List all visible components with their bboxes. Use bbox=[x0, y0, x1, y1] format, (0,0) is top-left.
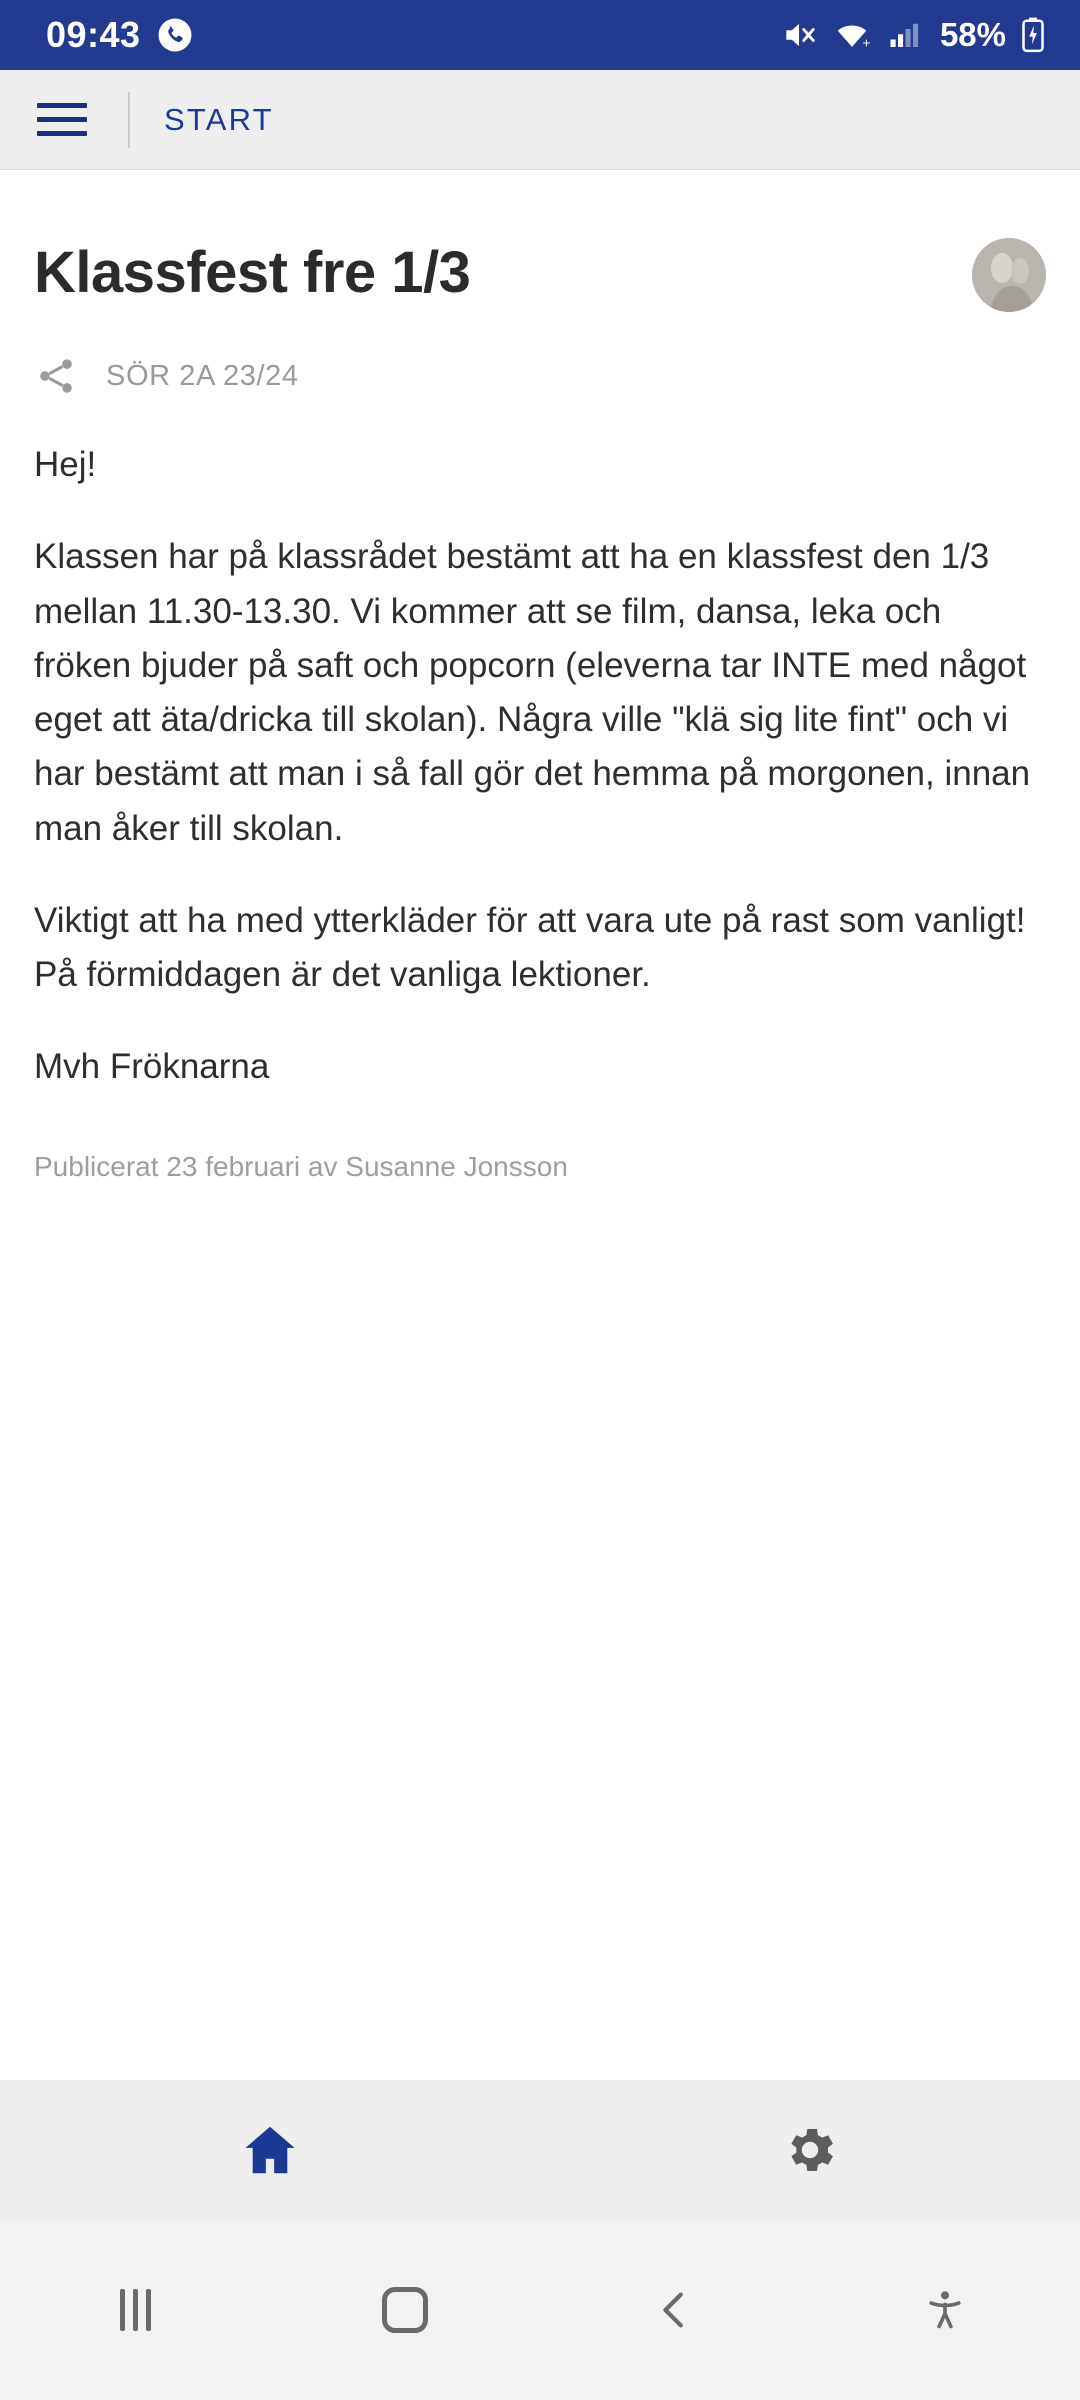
post-paragraph: Mvh Fröknarna bbox=[34, 1047, 270, 1087]
mute-icon bbox=[780, 16, 818, 54]
share-icon[interactable] bbox=[34, 354, 78, 398]
status-bar-right bbox=[780, 16, 1046, 54]
post-paragraph: Klassen har på klassrådet bestämt att ha en klassfest den 1/3 mellan 11.30-13.30. Vi kommer att se film, dansa, leka och fröken bjuder på saft och popcorn (eleverna tar INTE med något eget att äta/dricka till skolan). Några ville "klä sig lite fint" och vi har bestämt att man i så fall gör det hemma på morgonen, innan man åker till skolan. bbox=[34, 537, 1031, 848]
home-icon bbox=[239, 2119, 301, 2181]
status-bar bbox=[0, 0, 1080, 70]
post-title-row bbox=[34, 230, 1046, 312]
recents-icon bbox=[120, 2289, 151, 2331]
page-title: Klassfest fre 1/3 bbox=[34, 240, 471, 305]
bottom-nav bbox=[0, 2080, 1080, 2220]
avatar[interactable] bbox=[972, 238, 1046, 312]
app-bar bbox=[0, 70, 1080, 170]
post-group-label: SÖR 2A 23/24 bbox=[106, 359, 299, 392]
bottom-nav-settings[interactable] bbox=[540, 2080, 1080, 2220]
post-paragraph: Hej! bbox=[34, 445, 97, 484]
post-body bbox=[34, 438, 1046, 1095]
bottom-nav-home[interactable] bbox=[0, 2080, 540, 2220]
system-nav-home[interactable] bbox=[270, 2287, 540, 2333]
system-nav-recents[interactable] bbox=[0, 2289, 270, 2331]
system-nav-accessibility[interactable] bbox=[810, 2288, 1080, 2332]
app-bar-title: START bbox=[164, 101, 274, 137]
signal-icon bbox=[886, 16, 922, 54]
back-chevron-icon bbox=[652, 2287, 698, 2333]
post-content bbox=[0, 170, 1080, 1383]
home-square-icon bbox=[382, 2287, 428, 2333]
app-bar-divider bbox=[128, 92, 130, 148]
svg-text:+: + bbox=[862, 35, 871, 52]
post-paragraph: Viktigt att ha med ytterkläder för att vara ute på rast som vanligt! På förmiddagen är det vanliga lektioner. bbox=[34, 900, 1026, 994]
wifi-icon bbox=[832, 16, 872, 54]
post-meta bbox=[34, 354, 1046, 398]
gear-icon bbox=[781, 2121, 839, 2179]
post-published-info: Publicerat 23 februari av Susanne Jonsson bbox=[34, 1150, 568, 1182]
system-nav-back[interactable] bbox=[540, 2287, 810, 2333]
system-navigation-bar bbox=[0, 2220, 1080, 2400]
status-bar-left bbox=[46, 14, 193, 56]
accessibility-icon bbox=[923, 2288, 967, 2332]
battery-charging-icon bbox=[1020, 16, 1046, 54]
hamburger-menu-icon[interactable] bbox=[34, 92, 90, 148]
phone-call-icon bbox=[157, 17, 193, 53]
battery-percent: 58% bbox=[939, 16, 1006, 53]
status-time: 09:43 bbox=[46, 14, 141, 55]
